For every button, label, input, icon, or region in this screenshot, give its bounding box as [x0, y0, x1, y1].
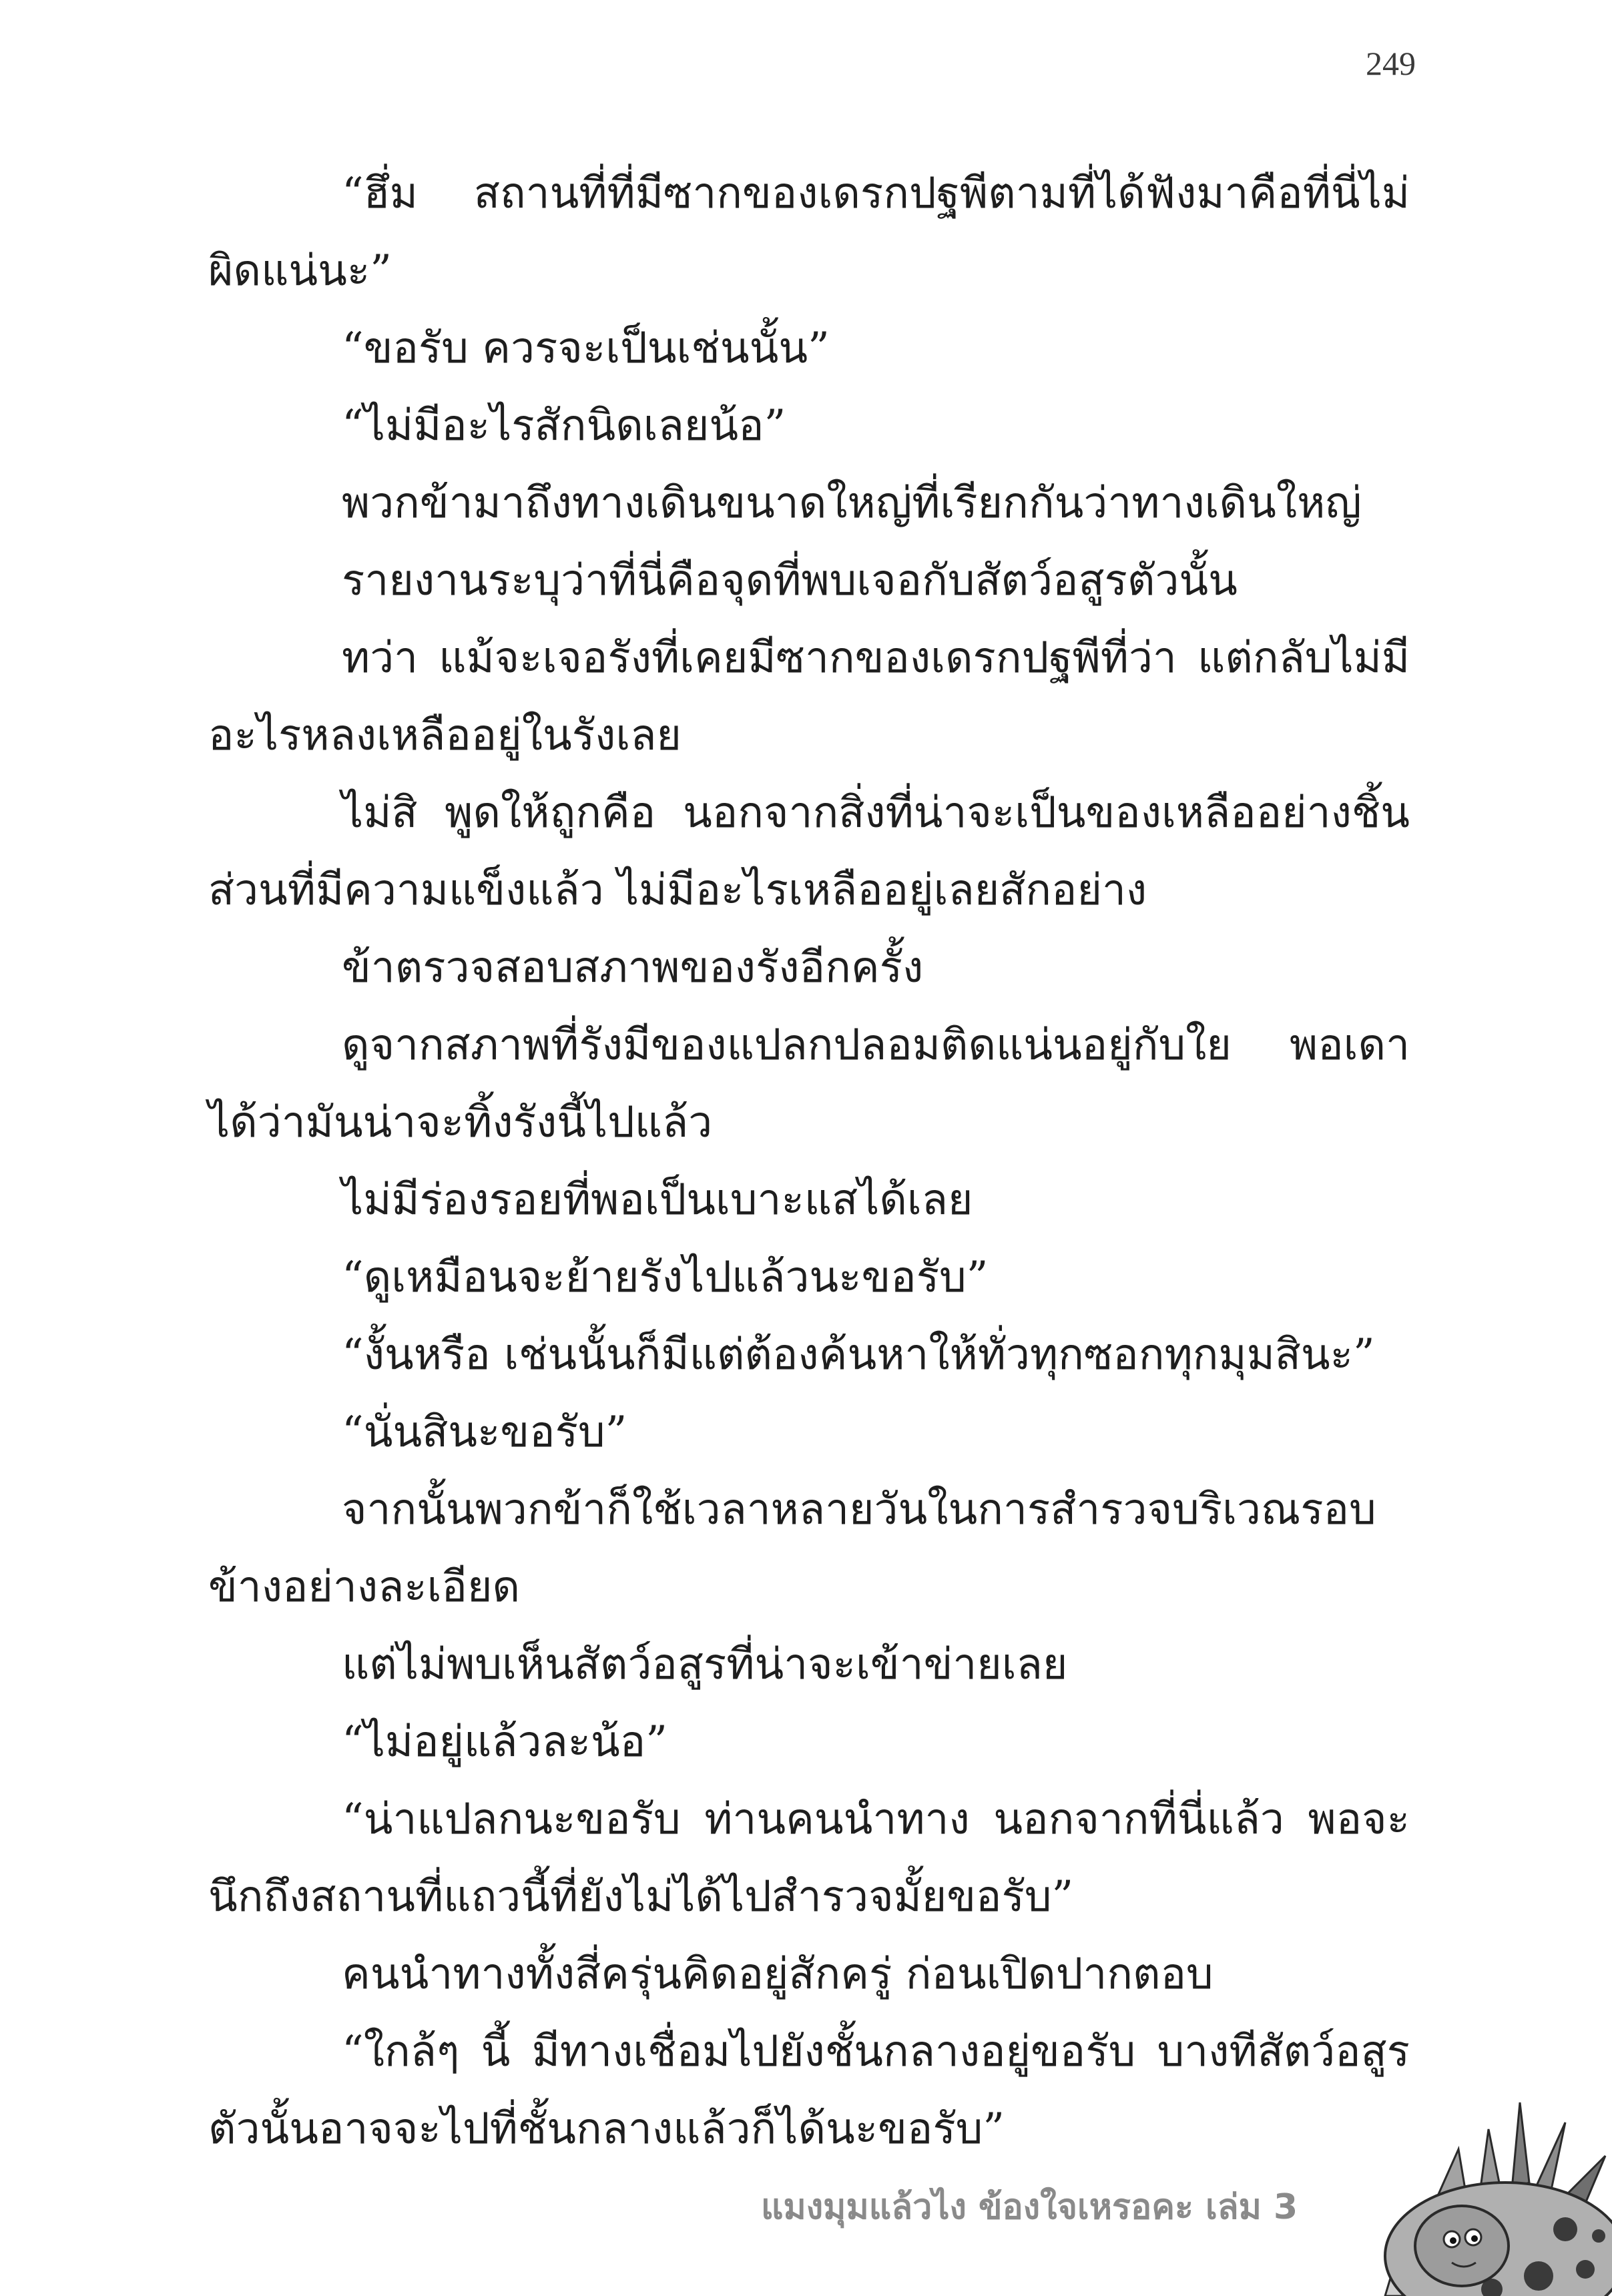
paragraph: จากนั้นพวกข้าก็ใช้เวลาหลายวันในการสำรวจบริเวณรอบข้างอย่างละเอียด: [208, 1485, 1376, 1612]
spider-mascot-illustration: [1345, 2096, 1612, 2296]
paragraph: “น่าแปลกนะขอรับ ท่านคนนำทาง นอกจากที่นี่แล้ว พอจะนึกถึงสถานที่แถวนี้ที่ยังไม่ได้ไปสำรวจมั้ยขอรับ”: [208, 1795, 1410, 1922]
paragraph: ดูจากสภาพที่รังมีของแปลกปลอมติดแน่นอยู่กับใย พอเดาได้ว่ามันน่าจะทิ้งรังนี้ไปแล้ว: [208, 1021, 1410, 1147]
paragraph: ไม่มีร่องรอยที่พอเป็นเบาะแสได้เลย: [342, 1175, 973, 1225]
paragraph: ไม่สิ พูดให้ถูกคือ นอกจากสิ่งที่น่าจะเป็นของเหลืออย่างชิ้นส่วนที่มีความแข็งแล้ว ไม่มีอะไรเหลืออยู่เลยสักอย่าง: [208, 788, 1410, 915]
paragraph: แต่ไม่พบเห็นสัตว์อสูรที่น่าจะเข้าข่ายเลย: [342, 1640, 1068, 1689]
paragraph: “ฮึ่ม สถานที่ที่มีซากของเดรกปฐพีตามที่ได้ฟังมาคือที่นี่ไม่ผิดแน่นะ”: [208, 169, 1410, 296]
running-footer: แมงมุมแล้วไง ข้องใจเหรอคะ เล่ม 3: [761, 2187, 1298, 2227]
page-number: 249: [1366, 45, 1416, 82]
paragraph: “งั้นหรือ เช่นนั้นก็มีแต่ต้องค้นหาให้ทั่วทุกซอกทุกมุมสินะ”: [342, 1330, 1375, 1380]
paragraph: “ไม่อยู่แล้วละน้อ”: [342, 1717, 667, 1767]
paragraph: “ใกล้ๆ นี้ มีทางเชื่อมไปยังชั้นกลางอยู่ขอรับ บางทีสัตว์อสูรตัวนั้นอาจจะไปที่ชั้นกลางแล้วก็ได้นะขอรับ”: [208, 2027, 1410, 2154]
body-text: [208, 155, 1410, 2168]
paragraph: ทว่า แม้จะเจอรังที่เคยมีซากของเดรกปฐพีที่ว่า แต่กลับไม่มีอะไรหลงเหลืออยู่ในรังเลย: [208, 633, 1410, 760]
paragraph: พวกข้ามาถึงทางเดินขนาดใหญ่ที่เรียกกันว่าทางเดินใหญ่: [342, 479, 1362, 528]
paragraph: รายงานระบุว่าที่นี่คือจุดที่พบเจอกับสัตว์อสูรตัวนั้น: [342, 556, 1238, 605]
paragraph: “ขอรับ ควรจะเป็นเช่นนั้น”: [342, 324, 830, 373]
paragraph: “ไม่มีอะไรสักนิดเลยน้อ”: [342, 401, 786, 451]
paragraph: คนนำทางทั้งสี่ครุ่นคิดอยู่สักครู่ ก่อนเปิดปากตอบ: [342, 1950, 1214, 1999]
paragraph: “นั่นสินะขอรับ”: [342, 1408, 627, 1457]
paragraph: “ดูเหมือนจะย้ายรังไปแล้วนะขอรับ”: [342, 1253, 989, 1302]
paragraph: ข้าตรวจสอบสภาพของรังอีกครั้ง: [342, 943, 924, 992]
